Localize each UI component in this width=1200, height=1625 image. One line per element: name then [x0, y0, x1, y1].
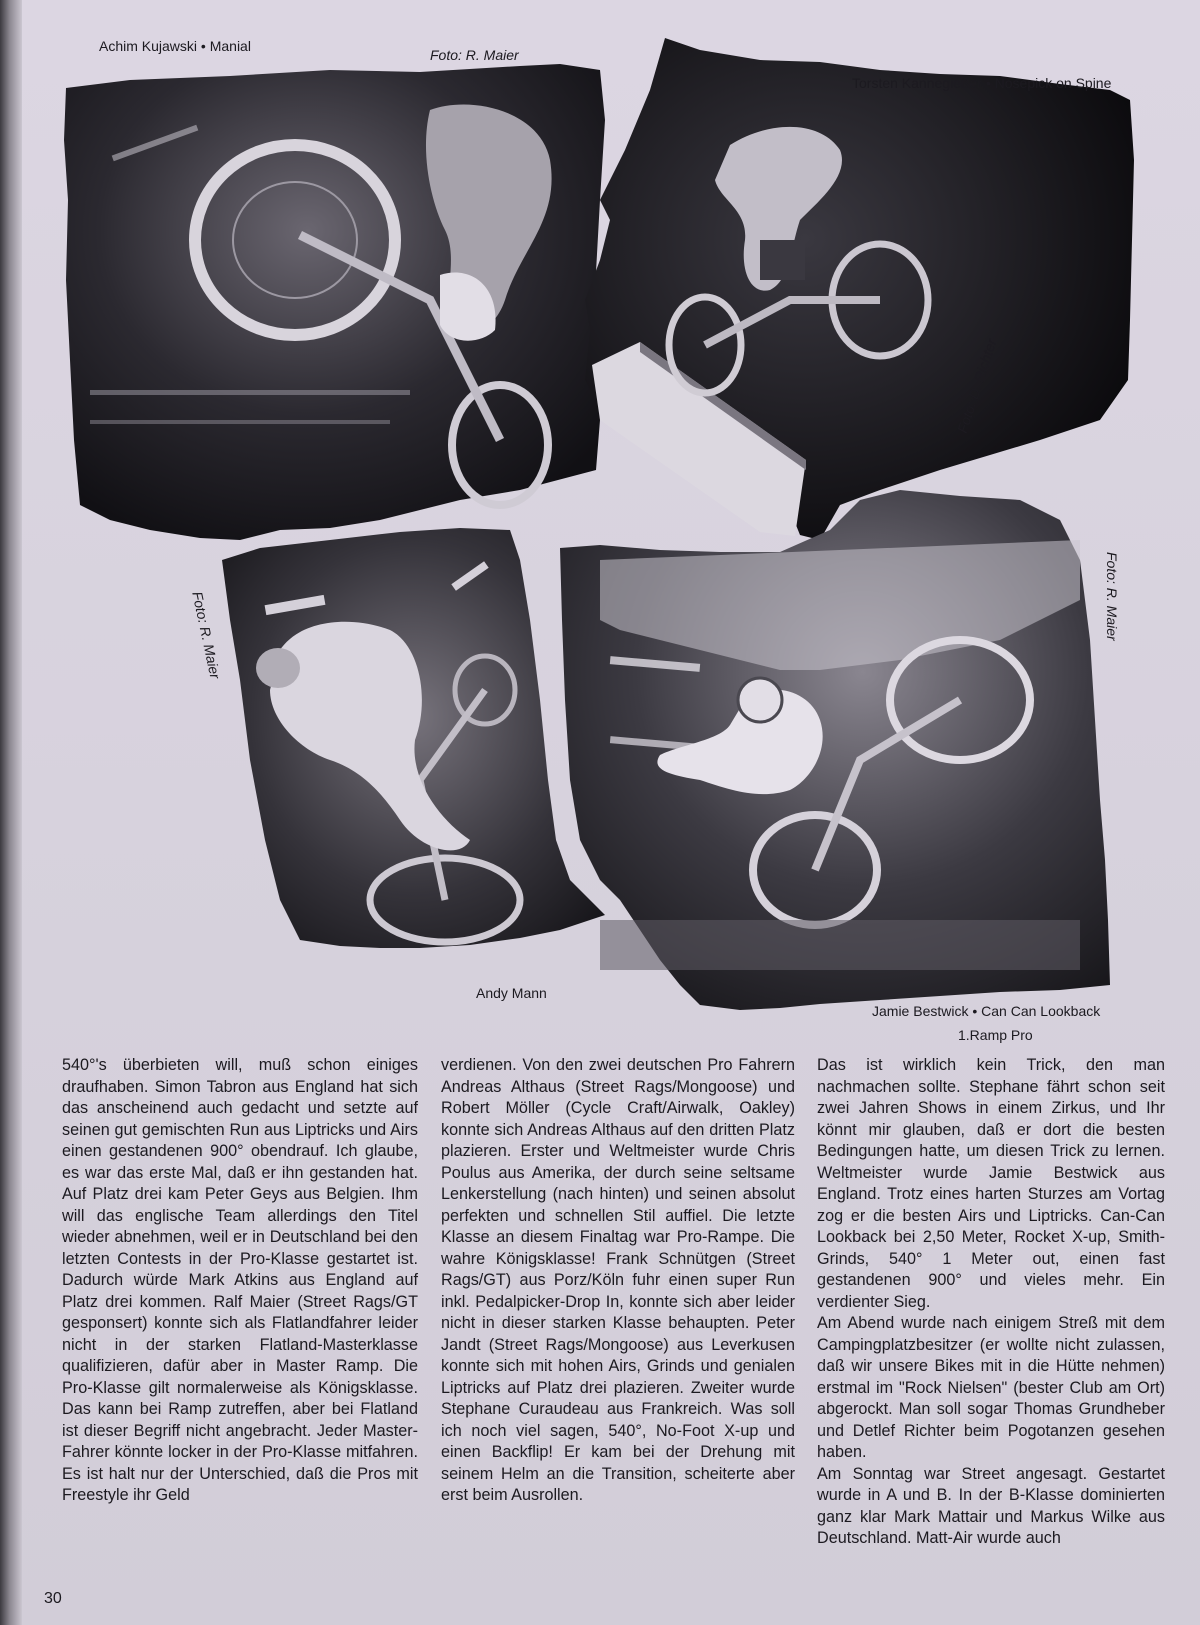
caption-top-right: Torsten Kannegießer • Nosepick on Spine: [852, 75, 1112, 91]
credit-top-right: Foto: D. Richter: [954, 336, 1000, 435]
caption-top-left: Achim Kujawski • Manial: [99, 38, 251, 54]
page-number: 30: [44, 1590, 62, 1607]
photo-torsten-kannegiesser: [585, 38, 1134, 540]
article-paragraph: verdienen. Von den zwei deutschen Pro Fahrern Andreas Althaus (Street Rags/Mongoose) und Robert Möller (Cycle Craft/Airwalk, Oakley) konnte sich Andreas Althaus auf den dritten Platz plazieren. Erster und Weltmeister wurde Chris Poulus aus Amerika, der durch seine seltsame Lenkerstellung (nach hinten) und seinen absolut perfekten und schnellen Stil auffiel. Die letzte Klasse an diesem Finaltag war Pro-Rampe. Die wahre Königsklasse! Frank Schnütgen (Street Rags/GT) aus Porz/Köln fuhr einen super Run inkl. Pedalpicker-Drop In, konnte sich aber leider nicht in dieser starken Klasse behaupten. Peter Jandt (Street Rags/Mongoose) aus Leverkusen konnte sich mit hohen Airs, Grinds und genialen Liptricks auf Platz drei plazieren. Zweiter wurde Stephane Curaudeau aus Frankreich. Was soll ich noch viel sagen, 540°, No-Foot X-up und einen Backflip! Er kam bei der Drehung mit seinem Helm an die Transition, scheiterte aber erst beim Ausrollen.: [441, 1056, 795, 1504]
caption-bottom-right: Jamie Bestwick • Can Can Lookback: [872, 1003, 1101, 1019]
credit-top-left: Foto: R. Maier: [430, 47, 519, 63]
caption-bottom-left: Andy Mann: [476, 985, 547, 1001]
credit-bottom-right: Foto: R. Maier: [1104, 552, 1120, 641]
article-column-2: [441, 1055, 795, 1507]
article-paragraph: Das ist wirklich kein Trick, den man nachmachen sollte. Stephane fährt schon seit zwei Jahren Shows in einem Zirkus, und Ihr könnt mir glauben, daß er dort die besten Bedingungen hatte, um diesen Trick zu lernen. Weltmeister wurde Jamie Bestwick aus England. Trotz eines harten Sturzes am Vortag zog er die besten Airs und Liptricks. Can-Can Lookback bei 2,50 Meter, Rocket X-up, Smith-Grinds, 540° 1 Meter out, einen fast gestandenen 900° und vieles mehr. Ein verdienter Sieg.: [817, 1056, 1165, 1311]
caption-bottom-right-sub: 1.Ramp Pro: [958, 1027, 1033, 1043]
article-column-1: [62, 1055, 418, 1507]
article-paragraph: Am Abend wurde nach einigem Streß mit dem Campingplatzbesitzer (er wollte nicht zulassen, daß wir unsere Bikes mit in die Hütte nehmen) erstmal im "Rock Nielsen" (bester Club am Ort) abgerockt. Man soll sogar Thomas Grundheber und Detlef Richter beim Pogotanzen gesehen haben.: [817, 1314, 1165, 1461]
article-column-3: [817, 1055, 1165, 1550]
rider-helmet: [738, 678, 782, 722]
article-paragraph: Am Sonntag war Street angesagt. Gestartet wurde in A und B. In der B-Klasse dominierten ganz klar Mark Mattair und Markus Wilke aus Deutschland. Matt-Air wurde auch: [817, 1464, 1165, 1547]
photo-jamie-bestwick: [560, 490, 1110, 1010]
credit-bottom-left: Foto: R. Maier: [189, 590, 224, 681]
photo-achim-kujawski: [64, 64, 605, 540]
article-paragraph: 540°'s überbieten will, muß schon einiges draufhaben. Simon Tabron aus England hat sich das anscheinend auch gedacht und setzte auf seinen gut gemischten Run aus Liptricks und Airs einen gestandenen 900° obendrauf. Ich glaube, es war das erste Mal, daß er ihn gestanden hat. Auf Platz drei kam Peter Geys aus Belgien. Ihm will das englische Team allerdings den Titel wieder abnehmen, weil er in Deutschland bei den letzten Contests in der Pro-Klasse gestartet ist. Dadurch würde Mark Atkins aus England auf Platz drei kommen. Ralf Maier (Street Rags/GT gesponsert) konnte sich als Flatlandfahrer leider nicht in der starken Flatland-Masterklasse qualifizieren, dafür aber in Master Ramp. Die Pro-Klasse gilt normalerweise als Königsklasse. Das kann bei Ramp zutreffen, aber bei Flatland ist dieser Begriff nicht angebracht. Jeder Master-Fahrer könnte locker in der Pro-Klasse mitfahren. Es ist halt nur der Unterschied, daß die Pros mit Freestyle ihr Geld: [62, 1056, 418, 1504]
photo-andy-mann: [222, 528, 605, 948]
